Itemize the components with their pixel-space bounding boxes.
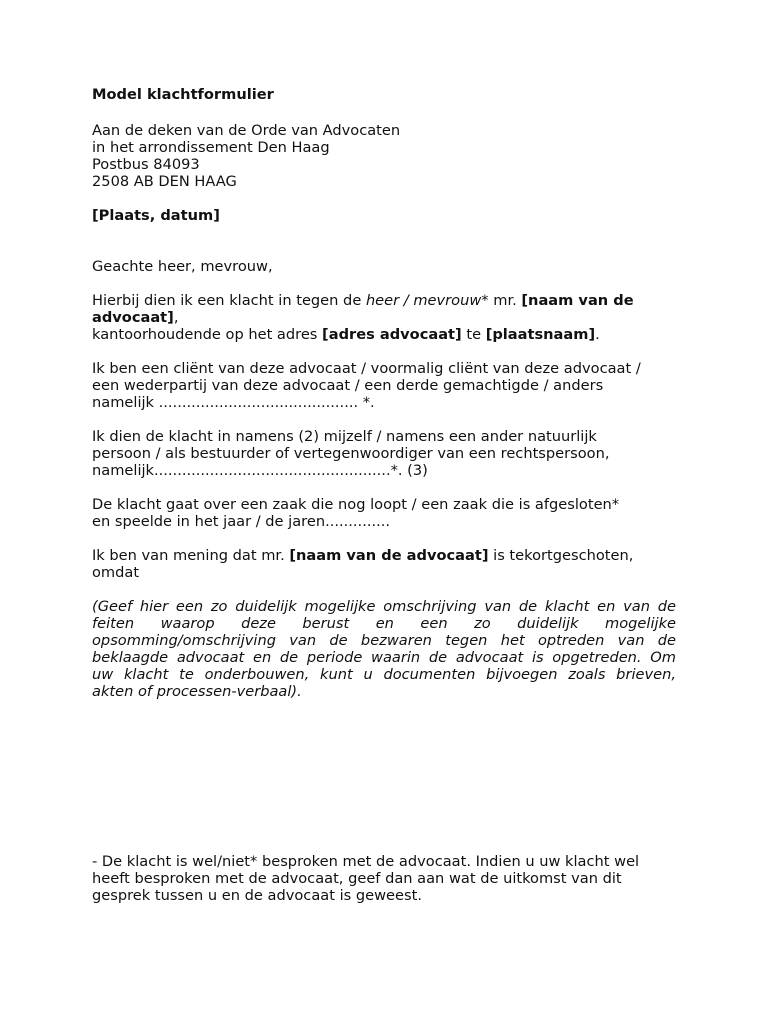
placeholder-naam-advocaat: [naam van de advocaat]: [289, 547, 489, 564]
case-line: De klacht gaat over een zaak die nog loopt / een zaak die is afgesloten*: [92, 496, 620, 513]
salutation-text: Geachte heer, mevrouw,: [92, 258, 273, 275]
discussed-line: heeft besproken met de advocaat, geef dan aan wat de uitkomst van dit: [92, 870, 622, 887]
text-run: te: [461, 326, 486, 343]
case-line: en speelde in het jaar / de jaren..............: [92, 513, 391, 530]
instruction-line: (Geef hier een zo duidelijk mogelijke omschrijving van de klacht en van de: [92, 598, 676, 615]
on-behalf-paragraph: [92, 428, 676, 479]
text-run: is tekortgeschoten,: [488, 547, 634, 564]
client-line: Ik ben een cliënt van deze advocaat / voormalig cliënt van deze advocaat /: [92, 360, 641, 377]
heer-mevrouw-text: heer / mevrouw: [365, 292, 482, 309]
recipient-address: [92, 122, 676, 190]
text-run: * mr.: [481, 292, 522, 309]
instruction-paragraph: [92, 598, 676, 700]
on-behalf-line: namelijk...................................................*. (3): [92, 462, 428, 479]
client-line: een wederpartij van deze advocaat / een derde gemachtigde / anders: [92, 377, 604, 394]
title-text: Model klachtformulier: [92, 86, 274, 103]
document-title: [92, 86, 676, 103]
instruction-line: feiten waarop deze berust en een zo duidelijk mogelijke: [92, 615, 676, 632]
instruction-line: akten of processen-verbaal).: [92, 683, 302, 700]
discussed-line: - De klacht is wel/niet* besproken met de advocaat. Indien u uw klacht wel: [92, 853, 640, 870]
on-behalf-line: Ik dien de klacht in namens (2) mijzelf / namens een ander natuurlijk: [92, 428, 597, 445]
address-line: 2508 AB DEN HAAG: [92, 173, 237, 190]
placeholder-naam-advocaat-cont: advocaat]: [92, 309, 174, 326]
client-paragraph: [92, 360, 676, 411]
complaint-intro-line-1: [92, 292, 676, 309]
address-line: Aan de deken van de Orde van Advocaten: [92, 122, 401, 139]
salutation: [92, 258, 676, 275]
on-behalf-line: persoon / als bestuurder of vertegenwoordiger van een rechtspersoon,: [92, 445, 610, 462]
instruction-line: uw klacht te onderbouwen, kunt u documenten bijvoegen zoals brieven,: [92, 666, 676, 683]
address-line: Postbus 84093: [92, 156, 200, 173]
place-date-text: [Plaats, datum]: [92, 207, 220, 224]
text-run: ,: [173, 309, 179, 326]
complaint-intro-line-2: [92, 309, 676, 326]
opinion-line-2: omdat: [92, 564, 140, 581]
case-paragraph: [92, 496, 676, 530]
opinion-line-1: [92, 547, 676, 564]
address-line: in het arrondissement Den Haag: [92, 139, 330, 156]
instruction-line: beklaagde advocaat en de periode waarin de advocaat is opgetreden. Om: [92, 649, 676, 666]
instruction-line: opsomming/omschrijving van de bezwaren tegen het optreden van de: [92, 632, 676, 649]
complaint-intro-line-3: [92, 326, 676, 343]
text-run: Hierbij dien ik een klacht in tegen de: [92, 292, 366, 309]
text-run: Ik ben van mening dat mr.: [92, 547, 290, 564]
place-date: [92, 207, 676, 224]
text-run: .: [595, 326, 600, 343]
opinion-paragraph: [92, 547, 676, 581]
discussed-line: gesprek tussen u en de advocaat is geweest.: [92, 887, 422, 904]
discussed-paragraph: [92, 853, 676, 904]
client-line: namelijk ........................................... *.: [92, 394, 375, 411]
placeholder-naam-advocaat: [naam van de: [521, 292, 634, 309]
complaint-intro-paragraph: [92, 292, 676, 343]
placeholder-plaatsnaam: [plaatsnaam]: [485, 326, 596, 343]
text-run: kantoorhoudende op het adres: [92, 326, 323, 343]
placeholder-adres-advocaat: [adres advocaat]: [322, 326, 462, 343]
